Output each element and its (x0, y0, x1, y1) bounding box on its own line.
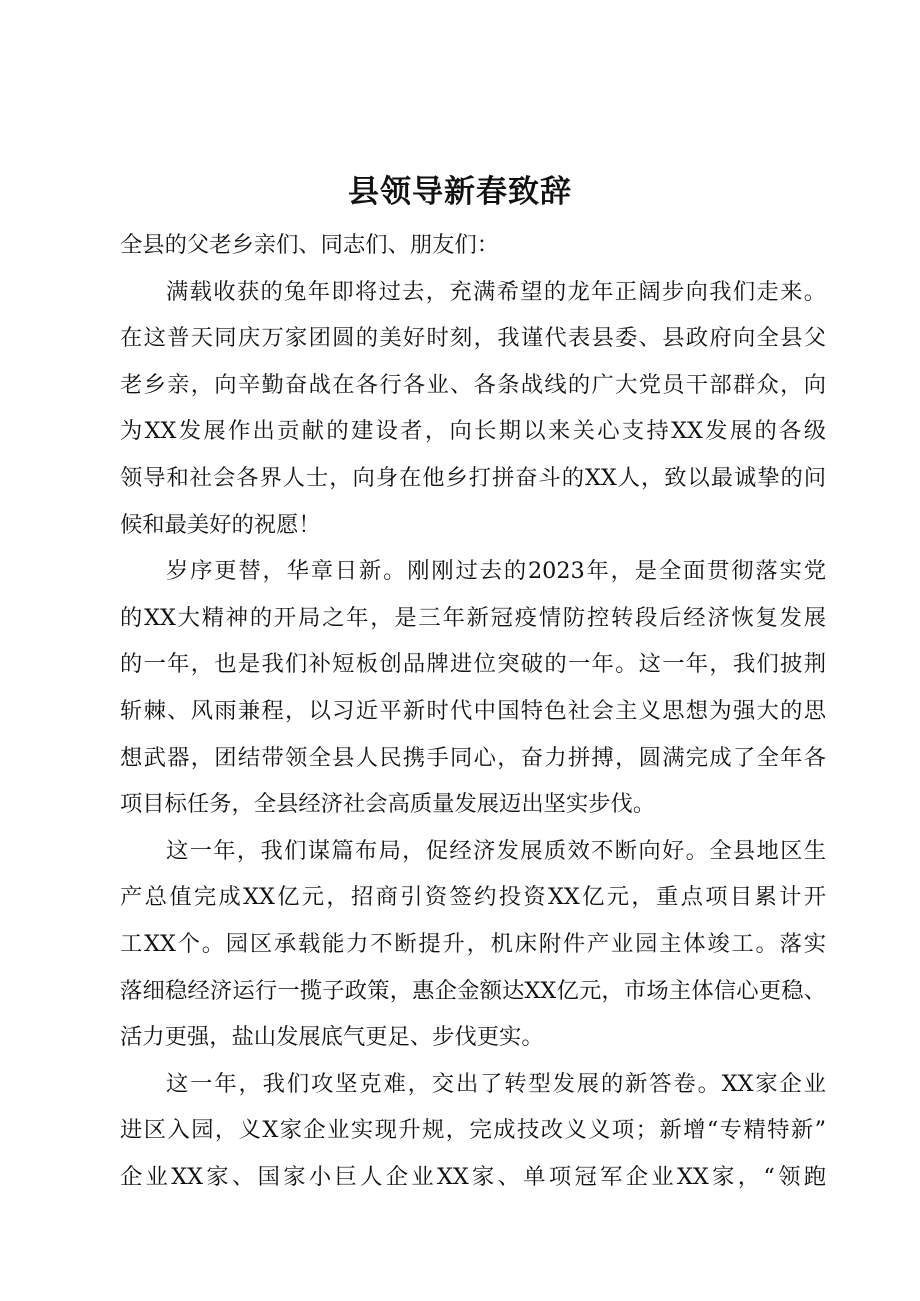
paragraph-line: 的XX大精神的开局之年，是三年新冠疫情防控转段后经济恢复发展 (120, 604, 826, 631)
paragraph-line: 满载收获的兔年即将过去，充满希望的龙年正阔步向我们走来。 (166, 278, 826, 305)
paragraph-line: 落细稳经济运行一揽子政策，惠企金额达XX亿元，市场主体信心更稳、 (120, 977, 826, 1004)
salutation-line: 全县的父老乡亲们、同志们、朋友们： (120, 232, 500, 258)
paragraph-line: 老乡亲，向辛勤奋战在各行各业、各条战线的广大党员干部群众，向 (120, 371, 826, 398)
paragraph-line: 为XX发展作出贡献的建设者，向长期以来关心支持XX发展的各级 (120, 418, 826, 445)
paragraph-line: 候和最美好的祝愿！ (120, 511, 321, 538)
paragraph-line: 企业XX家、国家小巨人企业XX家、单项冠军企业XX家，“领跑 (120, 1163, 826, 1190)
paragraph-line: 工XX个。园区承载能力不断提升，机床附件产业园主体竣工。落实 (120, 930, 826, 957)
paragraph-line: 这一年，我们谋篇布局，促经济发展质效不断向好。全县地区生 (166, 837, 826, 864)
paragraph-line: 斩棘、风雨兼程，以习近平新时代中国特色社会主义思想为强大的思 (120, 697, 826, 724)
paragraph-line: 岁序更替，华章日新。刚刚过去的2023年，是全面贯彻落实党 (166, 558, 826, 585)
document-title: 县领导新春致辞 (348, 174, 572, 210)
paragraph-line: 领导和社会各界人士，向身在他乡打拼奋斗的XX人，致以最诚挚的问 (120, 464, 826, 491)
paragraph-line: 项目标任务，全县经济社会高质量发展迈出坚实步伐。 (120, 791, 656, 818)
paragraph-line: 活力更强，盐山发展底气更足、步伐更实。 (120, 1024, 544, 1051)
paragraph-line: 产总值完成XX亿元，招商引资签约投资XX亿元，重点项目累计开 (120, 884, 826, 911)
paragraph-line: 想武器，团结带领全县人民携手同心，奋力拼搏，圆满完成了全年各 (120, 744, 826, 771)
paragraph-line: 的一年，也是我们补短板创品牌进位突破的一年。这一年，我们披荆 (120, 651, 826, 678)
document-body (120, 222, 826, 1200)
paragraph-line: 这一年，我们攻坚克难，交出了转型发展的新答卷。XX家企业 (166, 1070, 826, 1097)
paragraph-line: 进区入园，义X家企业实现升规，完成技改义义项；新增“专精特新” (120, 1117, 826, 1144)
paragraph-line: 在这普天同庆万家团圆的美好时刻，我谨代表县委、县政府向全县父 (120, 325, 826, 352)
